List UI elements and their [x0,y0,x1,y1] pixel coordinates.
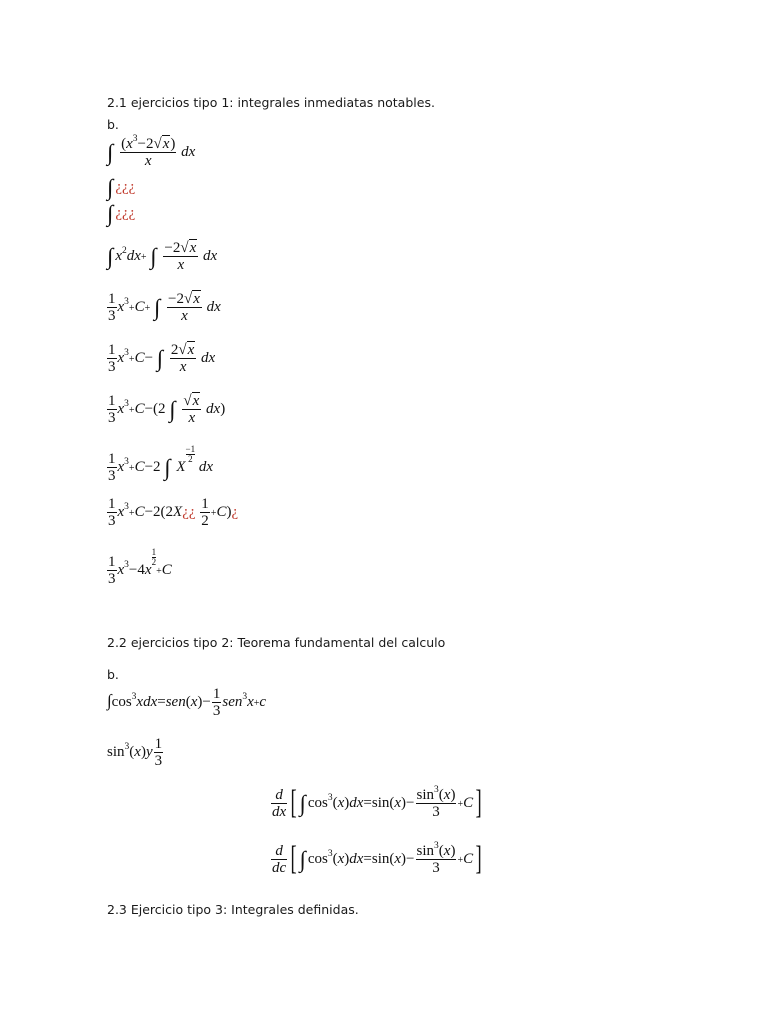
equation-line-3: ∫ ¿¿¿ [107,201,136,226]
equation-line-4: ∫ $x^2dx+$ ∫ $\frac{-2√x}{x}$ dx [107,240,218,273]
equation-line-14: $\frac{d}{dc}$ [ ∫ $\cos^3(x)dx=\sin(x)-$ $\frac{\sin^3(x)}{3}$ +C] [272,840,482,877]
equation-line-13: $\frac{d}{dx}$ [ ∫ $\cos^3(x)dx=\sin(x)-$ $\frac{\sin^3(x)}{3}$ +C] [272,784,482,821]
equation-line-11: $\int\cos^3xdx=sen(x)-$ $\frac{1}{3}$ sen$^3$x+c [107,686,267,719]
item-label-b-2: b. [107,667,119,682]
equation-line-1: ∫ $\frac{(x^3-2√x)}{x}$ dx [107,134,196,169]
equation-line-5: $\frac{1}{3}$ $x^3+C+$ ∫ $\frac{-2√x}{x}$ dx [108,291,221,324]
equation-line-9: $\frac{1}{3}$ $x^3+C-2(2X¿¿$ $\frac{1}{2}$ +C)¿ [108,496,239,529]
equation-line-8: $\frac{1}{3}$ $x^3+C-2$ ∫ X $\frac{-1}{2}$ dx [108,444,214,485]
fraction: $\frac{(x^3-2√x)}{x}$ [121,134,176,169]
equation-line-7: $\frac{1}{3}$ $x^3+C-(2$ ∫ $\frac{√x}{x}$ dx) [108,393,226,426]
section-heading-2-2: 2.2 ejercicios tipo 2: Teorema fundamental del calculo [107,635,446,650]
equation-line-2: ∫ ¿¿¿ [107,175,136,200]
equation-line-6: $\frac{1}{3}$ $x^3+C-$ ∫ $\frac{2√x}{x}$ dx [108,342,216,375]
section-heading-2-1: 2.1 ejercicios tipo 1: integrales inmediatas notables. [107,95,435,110]
equation-line-12: $\sin^3(x)y$ $\frac{1}{3}$ [107,736,163,769]
equation-line-10: $\frac{1}{3}$ $x^3-4x$ $\frac{1}{2}$ +C [108,547,172,588]
item-label-b: b. [107,117,119,132]
section-heading-2-3: 2.3 Ejercicio tipo 3: Integrales definidas. [107,902,359,917]
